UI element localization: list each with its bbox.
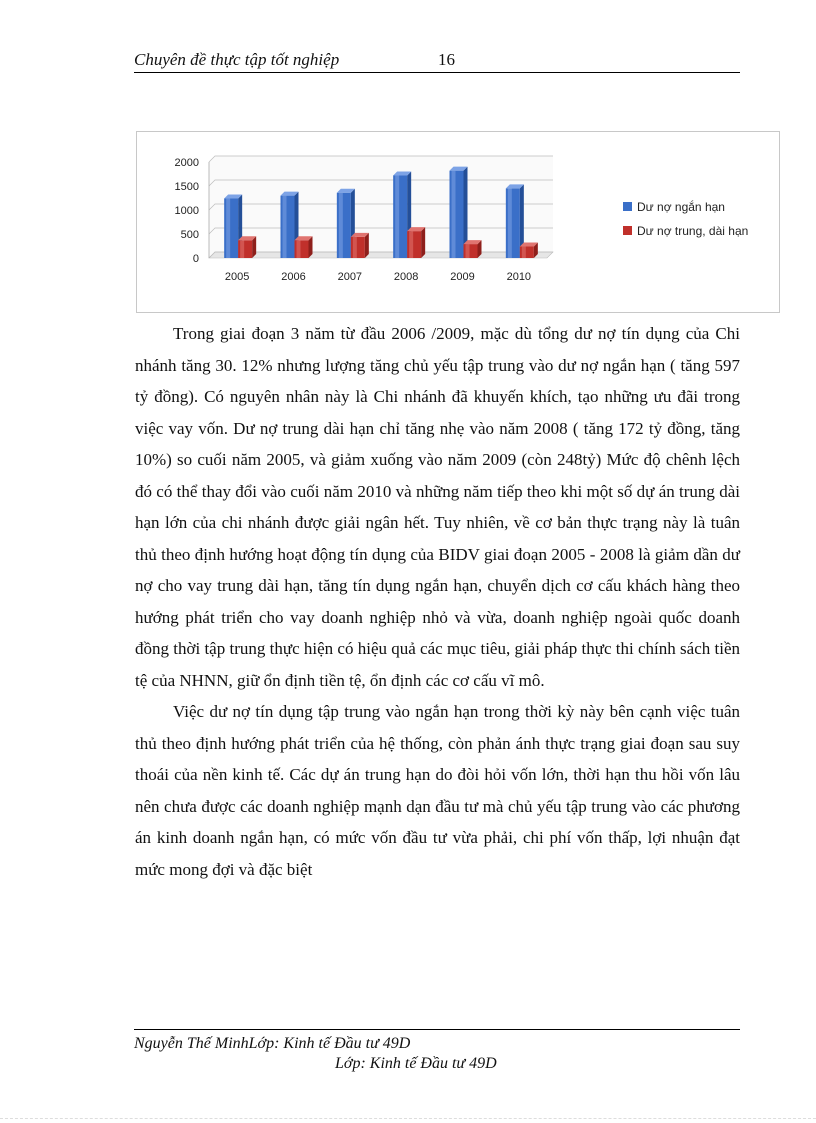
y-tick-label: 2000 (174, 157, 199, 169)
bar (351, 233, 369, 258)
document-title: Chuyên đề thực tập tốt nghiệp (134, 50, 340, 69)
x-tick-label: 2009 (450, 271, 475, 283)
bar-highlight (226, 198, 230, 258)
x-tick-label: 2006 (281, 271, 306, 283)
page-header (134, 48, 740, 73)
page-bottom-edge (0, 1118, 816, 1119)
x-tick-label: 2010 (506, 271, 532, 283)
bar (520, 242, 538, 258)
bar (295, 236, 313, 258)
body-text (135, 318, 740, 885)
bar-highlight (283, 196, 287, 258)
x-tick-label: 2005 (224, 271, 250, 283)
bar-highlight (452, 171, 456, 258)
paragraph-2: Việc dư nợ tín dụng tập trung vào ngắn hạn trong thời kỳ này bên cạnh việc tuân thủ theo định hướng phát triển của hệ thống, còn phản ánh thực trạng giai đoạn sau suy thoái của nền kinh tế. Các dự án trung hạn do đòi hỏi vốn lớn, thời hạn thu hồi vốn lâu nên chưa được các doanh nghiệp mạnh dạn đầu tư mà chủ yếu tập trung vào các phương án kinh doanh ngắn hạn, có mức vốn đầu tư vừa phải, chi phí vốn thấp, lợi nhuận đạt mức mong đợi và đặc biệt (135, 702, 740, 879)
x-tick-label: 2008 (393, 271, 419, 283)
legend-swatch (623, 226, 632, 235)
bar (464, 240, 482, 258)
legend-label: Dư nợ ngắn hạn (637, 200, 725, 214)
bar-highlight (339, 193, 343, 258)
bar-highlight (409, 231, 413, 258)
footer-divider (134, 1029, 740, 1030)
plot-floor (209, 252, 553, 258)
page-number: 16 (438, 50, 455, 69)
footer-author: Nguyễn Thế MinhLớp: Kinh tế Đầu tư 49D (134, 1035, 411, 1052)
bar-highlight (466, 244, 470, 258)
bar-highlight (297, 240, 301, 258)
paragraph-1: Trong giai đoạn 3 năm từ đầu 2006 /2009, mặc dù tổng dư nợ tín dụng của Chi nhánh tăng 30. 12% nhưng lượng tăng chủ yếu tập trung vào dư nợ ngắn hạn ( tăng 597 tỷ đồng). Có nguyên nhân này là Chi nhánh đã khuyến khích, tạo những ưu đãi trong việc vay vốn. Dư nợ trung dài hạn chỉ tăng nhẹ vào năm 2008 ( tăng 172 tỷ đồng, tăng 10%) so cuối năm 2005, và giảm xuống vào năm 2009 (còn 248tỷ) Mức độ chênh lệch đó có thể thay đổi vào cuối năm 2010 và những năm tiếp theo khi một số dự án trung dài hạn lớn của chi nhánh được giải ngân hết. Tuy nhiên, về cơ bản thực trạng này là tuân thủ theo định hướng hoạt động tín dụng của BIDV giai đoạn 2005 - 2008 là giảm dần dư nợ cho vay trung dài hạn, tăng tín dụng ngắn hạn, chuyển dịch cơ cấu khách hàng theo hướng phát triển cho vay doanh nghiệp nhỏ và vừa, doanh nghiệp ngoài quốc doanh đồng thời tập trung thực hiện có hiệu quả các mục tiêu, giải pháp thực thi chính sách tiền tệ của NHNN, giữ ổn định tiền tệ, ổn định các cơ cấu vĩ mô. (135, 324, 740, 690)
y-tick-label: 1500 (174, 181, 199, 193)
bar-highlight (522, 246, 526, 258)
y-tick-label: 1000 (174, 205, 199, 217)
bar-highlight (508, 188, 512, 258)
legend-label: Dư nợ trung, dài hạn (637, 224, 749, 238)
chart-canvas (137, 132, 779, 312)
bar-side (365, 233, 369, 258)
loan-chart (136, 131, 780, 313)
legend-swatch (623, 202, 632, 211)
bar-highlight (353, 237, 357, 258)
y-tick-label: 500 (180, 229, 199, 241)
bar (407, 227, 425, 258)
bar-highlight (240, 240, 244, 258)
bar-highlight (395, 175, 399, 258)
x-tick-label: 2007 (337, 271, 363, 283)
bar-side (421, 227, 425, 258)
bar (238, 236, 256, 258)
footer-class: Lớp: Kinh tế Đầu tư 49D (335, 1055, 497, 1072)
y-tick-label: 0 (192, 253, 199, 265)
plot-wall (209, 156, 553, 258)
